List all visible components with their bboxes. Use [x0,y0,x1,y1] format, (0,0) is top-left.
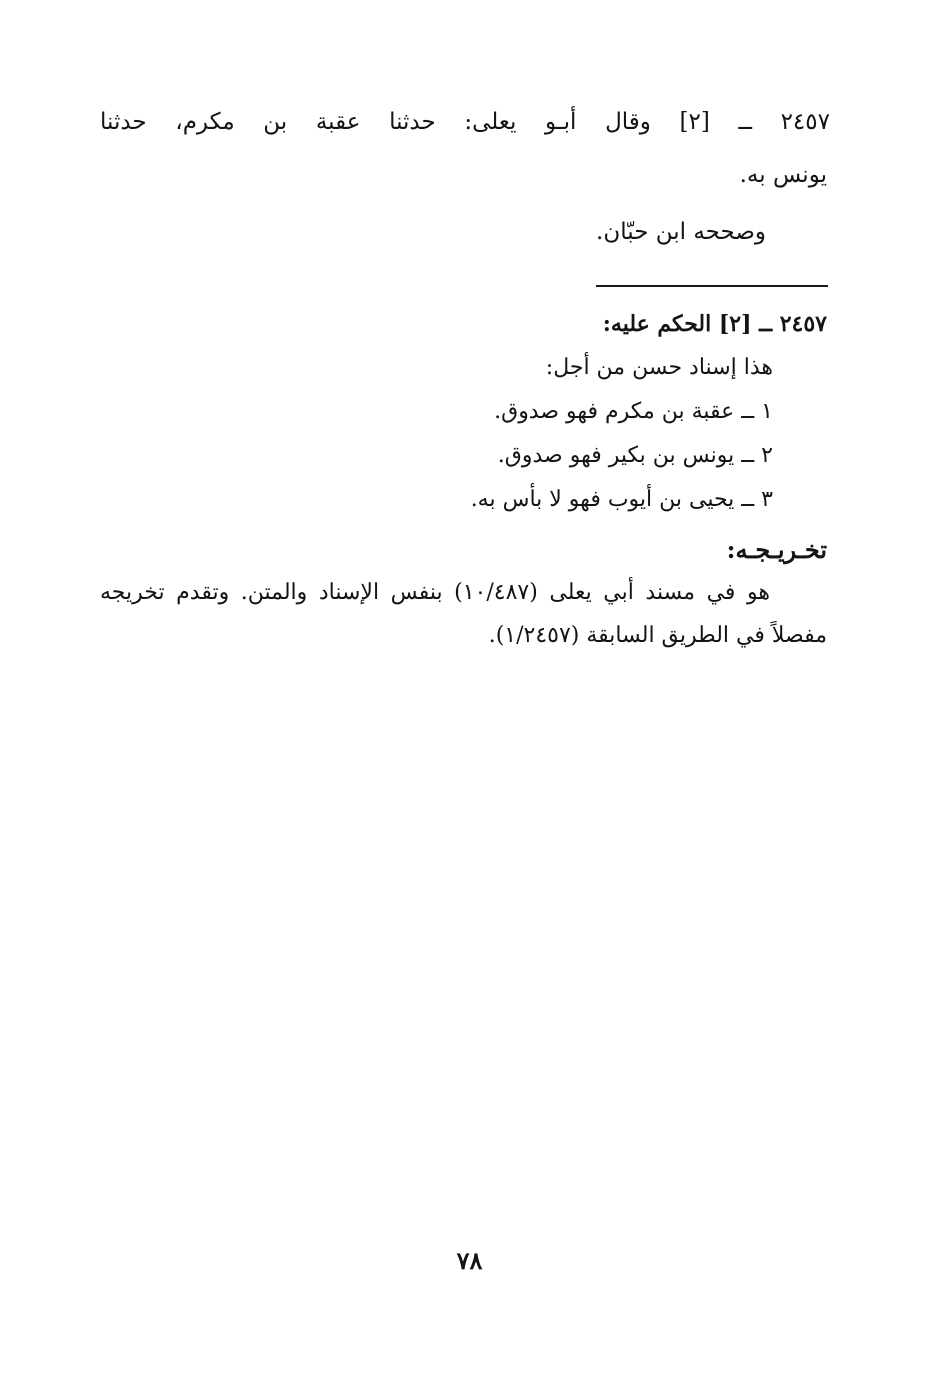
narrator-item-2: ٢ ــ يونس بن بكير فهو صدوق. [497,443,773,468]
hadith-first-line: ٢٤٥٧ ــ [٢] وقال أبـو يعلى: حدثنا عقبة بن مكرم، حدثنا [100,109,830,135]
takhrij-first-line: هو في مسند أبي يعلى (١٠/٤٨٧) بنفس الإسناد والمتن. وتقدم تخريجه [100,580,770,605]
hukm-heading: ٢٤٥٧ ــ [٢] الحكم عليه: [602,311,827,337]
footnote-separator [596,285,828,287]
isnad-intro: هذا إسناد حسن من أجل: [545,355,773,380]
narrator-item-3: ٣ ــ يحيى بن أيوب فهو لا بأس به. [470,487,773,512]
narrator-item-1: ١ ــ عقبة بن مكرم فهو صدوق. [494,399,773,424]
takhrij-second-line: مفصلاً في الطريق السابقة (١/٢٤٥٧). [488,623,827,648]
takhrij-heading: تخـريـجـه: [726,535,827,564]
sahhah-note: وصححه ابن حبّان. [596,219,766,245]
page-number: ٧٨ [456,1246,483,1275]
hadith-second-line: يونس به. [739,162,827,188]
